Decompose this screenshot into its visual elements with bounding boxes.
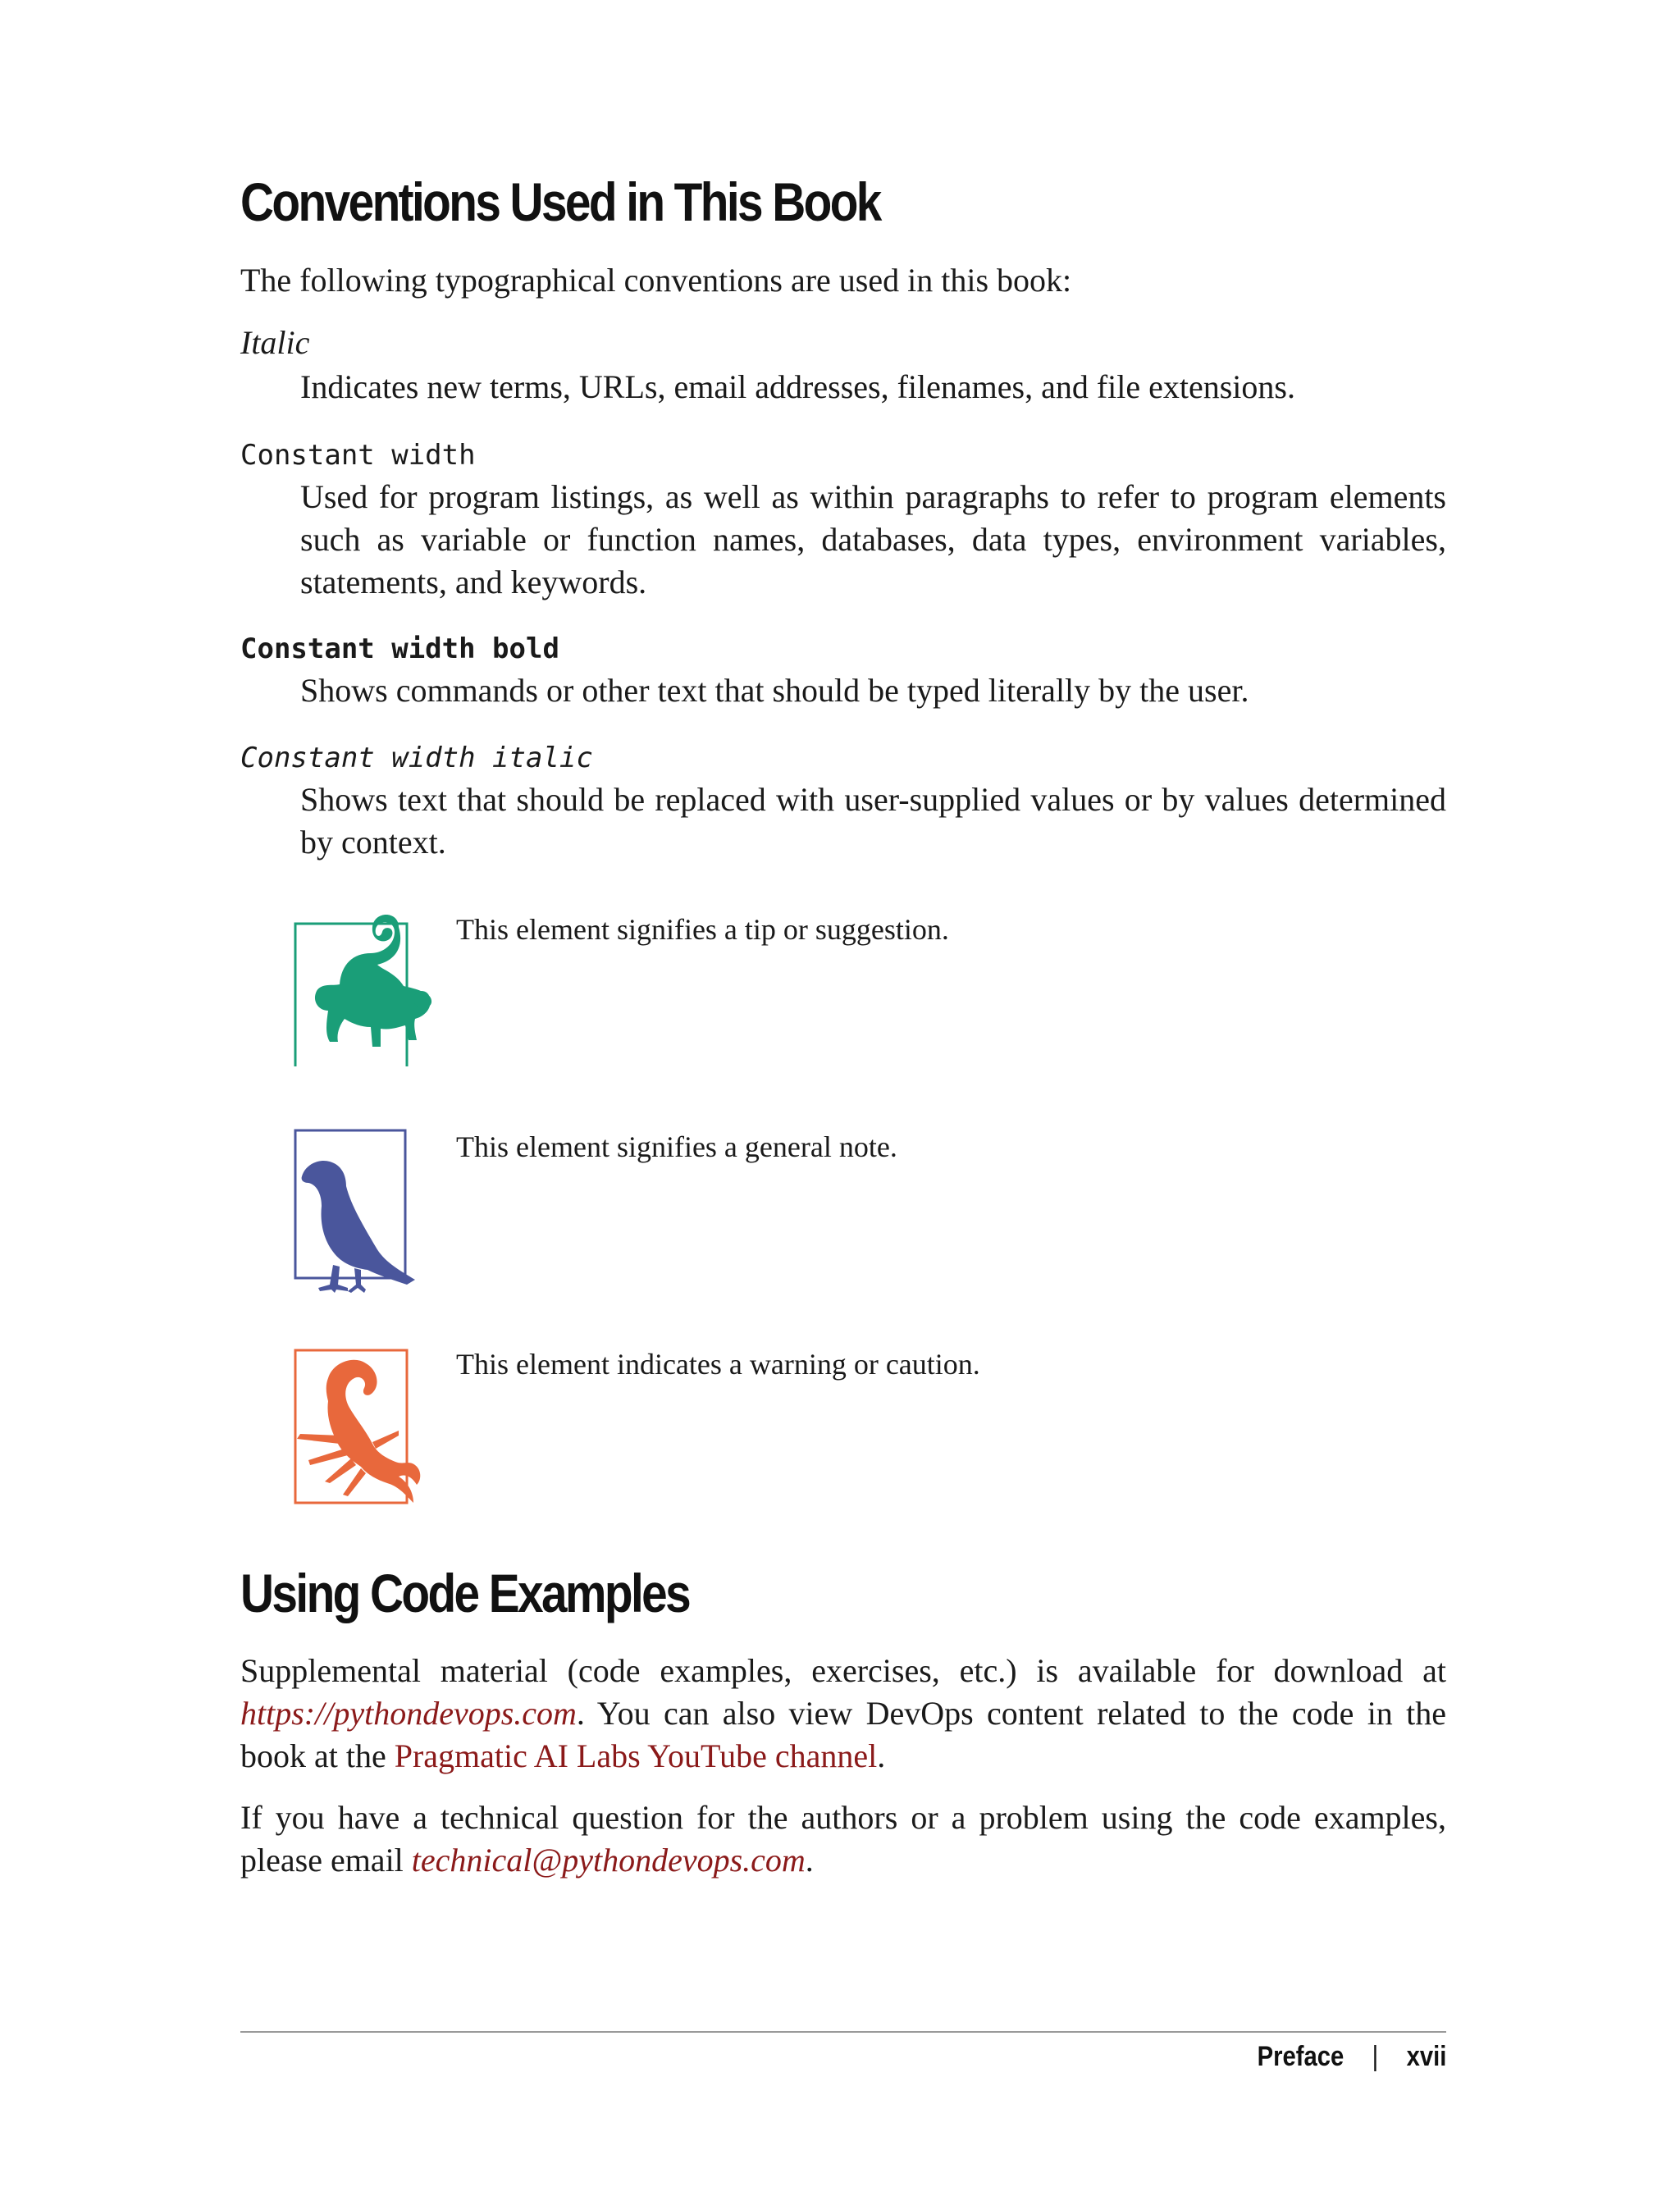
conventions-intro: The following typographical conventions are used in this book: [240,262,1072,299]
conventions-heading: Conventions Used in This Book [240,171,880,232]
callout-note-text: This element signifies a general note. [456,1130,897,1163]
code-examples-heading: Using Code Examples [240,1563,690,1623]
definition-italic: Indicates new terms, URLs, email addresses, filenames, and file extensions. [300,368,1295,405]
p2-text-before: If you have a technical question for the authors or a problem using the code examples, please email [240,1799,1446,1879]
callout-tip-text: This element signifies a tip or suggestion. [456,913,949,946]
footer-rule [240,2031,1446,2033]
youtube-channel-link[interactable]: Pragmatic AI Labs YouTube channel [394,1737,878,1774]
technical-email-link[interactable]: technical@pythondevops.com [411,1842,806,1879]
callout-warning-text: This element indicates a warning or caution. [456,1348,980,1381]
pythondevops-url-link[interactable]: https://pythondevops.com [240,1695,577,1732]
crow-note-icon [276,1124,448,1296]
term-constant-width: Constant width [240,439,476,472]
term-constant-width-bold: Constant width bold [240,632,559,665]
definition-constant-width-italic: Shows text that should be replaced with user-supplied values or by values determined by context. [300,781,1446,861]
p1-text-after: . [877,1737,886,1774]
p1-text-before: Supplemental material (code examples, exercises, etc.) is available for download at [240,1652,1446,1689]
term-constant-width-italic: Constant width italic [240,742,593,774]
page-number: xvii [1406,2041,1446,2072]
definition-constant-width-bold: Shows commands or other text that should be typed literally by the user. [300,672,1249,709]
code-examples-paragraph-2 [240,1796,1446,1882]
footer-section-label: Preface [1257,2041,1344,2072]
page-footer [1257,2041,1446,2073]
term-italic: Italic [240,324,310,361]
p2-text-after: . [805,1842,814,1879]
definition-constant-width: Used for program listings, as well as within paragraphs to refer to program elements such as variable or function names, databases, data types, environment variables, statements, and keywords. [300,478,1446,600]
p1-text-middle: . You can also view DevOps content related to the code in the book at the [240,1695,1446,1774]
lemur-tip-icon [276,894,448,1066]
code-examples-paragraph-1 [240,1650,1446,1778]
scorpion-warning-icon [276,1345,448,1518]
footer-separator: | [1372,2041,1378,2072]
